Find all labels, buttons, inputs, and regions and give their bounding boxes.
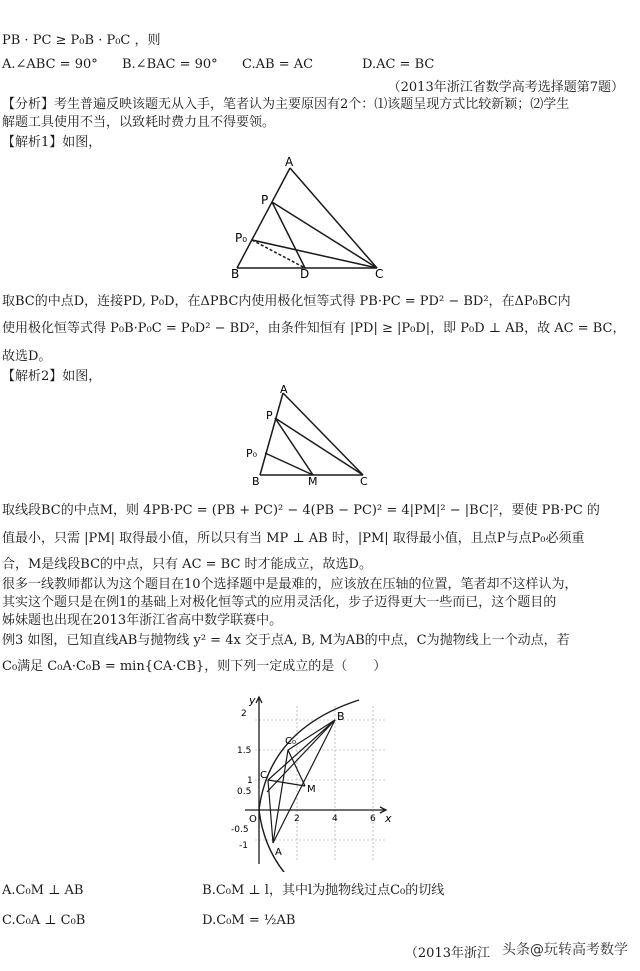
question-source: （2013年浙江省数学高考选择题第7题）	[387, 80, 624, 95]
example3-options-row-1	[2, 882, 444, 899]
option-d: D.AC = BC	[362, 57, 435, 72]
fig1-label-b: B	[231, 267, 240, 280]
point-label-b: B	[337, 710, 345, 723]
solution1-heading: 【解析1】如图，	[2, 135, 102, 150]
solution1-text-1: 取BC的中点D，连接PD, P₀D，在ΔPBC内使用极化恒等式得 PB·PC = PD² − BD²，在ΔP₀BC内	[2, 294, 571, 309]
y-tick-1-5: 1.5	[237, 746, 252, 756]
axis-label-y: y	[249, 694, 256, 707]
commentary-line-2: 其实这个题只是在例1的基础上对极化恒等式的应用灵活化，步子迈得更大一些而已，这个题目的	[2, 595, 557, 610]
question-options	[2, 56, 482, 73]
commentary-line-3: 姊妹题也出现在2013年浙江省高中数学联赛中。	[2, 613, 283, 628]
point-label-c0: C₀	[285, 736, 296, 747]
triangle-figure-2	[238, 383, 388, 488]
point-label-a: A	[275, 847, 282, 858]
parabola-graph	[225, 692, 395, 872]
fig1-label-d: D	[300, 267, 310, 280]
question-condition: PB · PC ≥ P₀B · P₀C ，则	[2, 33, 161, 48]
x-tick-4: 4	[332, 814, 338, 824]
x-tick-2: 2	[294, 814, 300, 824]
triangle-figure-1	[225, 150, 400, 280]
origin-label: O	[249, 814, 257, 825]
y-tick-neg-0-5: -0.5	[231, 825, 249, 835]
solution2-heading: 【解析2】如图，	[2, 369, 102, 384]
fig2-label-a: A	[280, 383, 288, 396]
solution2-text-3: 合，M是线段BC的中点，只有 AC = BC 时才能成立，故选D。	[2, 557, 372, 572]
y-tick-2: 2	[241, 709, 247, 719]
example3-line-1: 例3 如图，已知直线AB与抛物线 y² = 4x 交于点A, B, M为AB的中点，C为抛物线上一个动点，若	[2, 633, 570, 648]
y-tick-1: 1	[247, 776, 253, 786]
solution1-text-3: 故选D。	[2, 349, 52, 364]
option-c: C.AB = AC	[242, 57, 314, 72]
fig2-label-b: B	[252, 475, 260, 488]
example3-line-2: C₀满足 C₀A·C₀B = min{CA·CB}，则下列一定成立的是（ ）	[2, 659, 387, 674]
analysis-line-1: 【分析】考生普遍反映该题无从入手，笔者认为主要原因有2个：⑴该题呈现方式比较新颖；⑵学生	[2, 97, 570, 112]
fig2-label-c: C	[360, 475, 368, 488]
x-tick-6: 6	[370, 814, 376, 824]
example3-options-row-2	[2, 912, 295, 929]
fig1-label-a: A	[285, 155, 294, 169]
fig1-label-p0: P₀	[235, 231, 248, 245]
fig2-label-m: M	[308, 475, 318, 488]
option-a: A.∠ABC = 90°	[2, 57, 98, 72]
fig2-label-p0: P₀	[246, 447, 258, 460]
commentary-line-1: 很多一线教师都认为这个题目在10个选择题中是最难的，应该放在压轴的位置，笔者却不这样认为，	[2, 577, 578, 592]
example3-source: （2013年浙江	[404, 946, 490, 961]
point-label-m: M	[307, 784, 316, 795]
example3-option-a: A.C₀M ⊥ AB	[2, 883, 84, 898]
axis-label-x: x	[385, 812, 392, 825]
fig2-label-p: P	[266, 409, 273, 422]
option-b: B.∠BAC = 90°	[122, 57, 218, 72]
solution1-text-2: 使用极化恒等式得 P₀B·P₀C = P₀D² − BD²，由条件知恒有 |PD| ≥ |P₀D|，即 P₀D ⊥ AB，故 AC = BC，	[2, 321, 626, 336]
analysis-line-2: 解题工具使用不当，以致耗时费力且不得要领。	[2, 115, 276, 130]
y-tick-neg-1: -1	[239, 841, 248, 851]
solution2-text-2: 值最小，只需 |PM| 取得最小值，所以只有当 MP ⊥ AB 时，|PM| 取得最小值，且点P与点P₀必须重	[2, 531, 585, 546]
fig1-label-p: P	[261, 193, 269, 207]
solution2-text-1: 取线段BC的中点M，则 4PB·PC = (PB + PC)² − 4(PB − PC)² = 4|PM|² − |BC|²，要使 PB·PC 的	[2, 503, 600, 518]
example3-option-b: B.C₀M ⊥ l，其中l为抛物线过点C₀的切线	[202, 883, 445, 898]
point-label-c: C	[260, 770, 267, 781]
fig1-label-c: C	[375, 267, 384, 280]
watermark-text: 头条@玩转高考数学	[502, 942, 628, 958]
example3-option-d: D.C₀M = ½AB	[202, 913, 296, 928]
example3-option-c: C.C₀A ⊥ C₀B	[2, 913, 86, 928]
y-tick-0-5: 0.5	[237, 787, 252, 797]
